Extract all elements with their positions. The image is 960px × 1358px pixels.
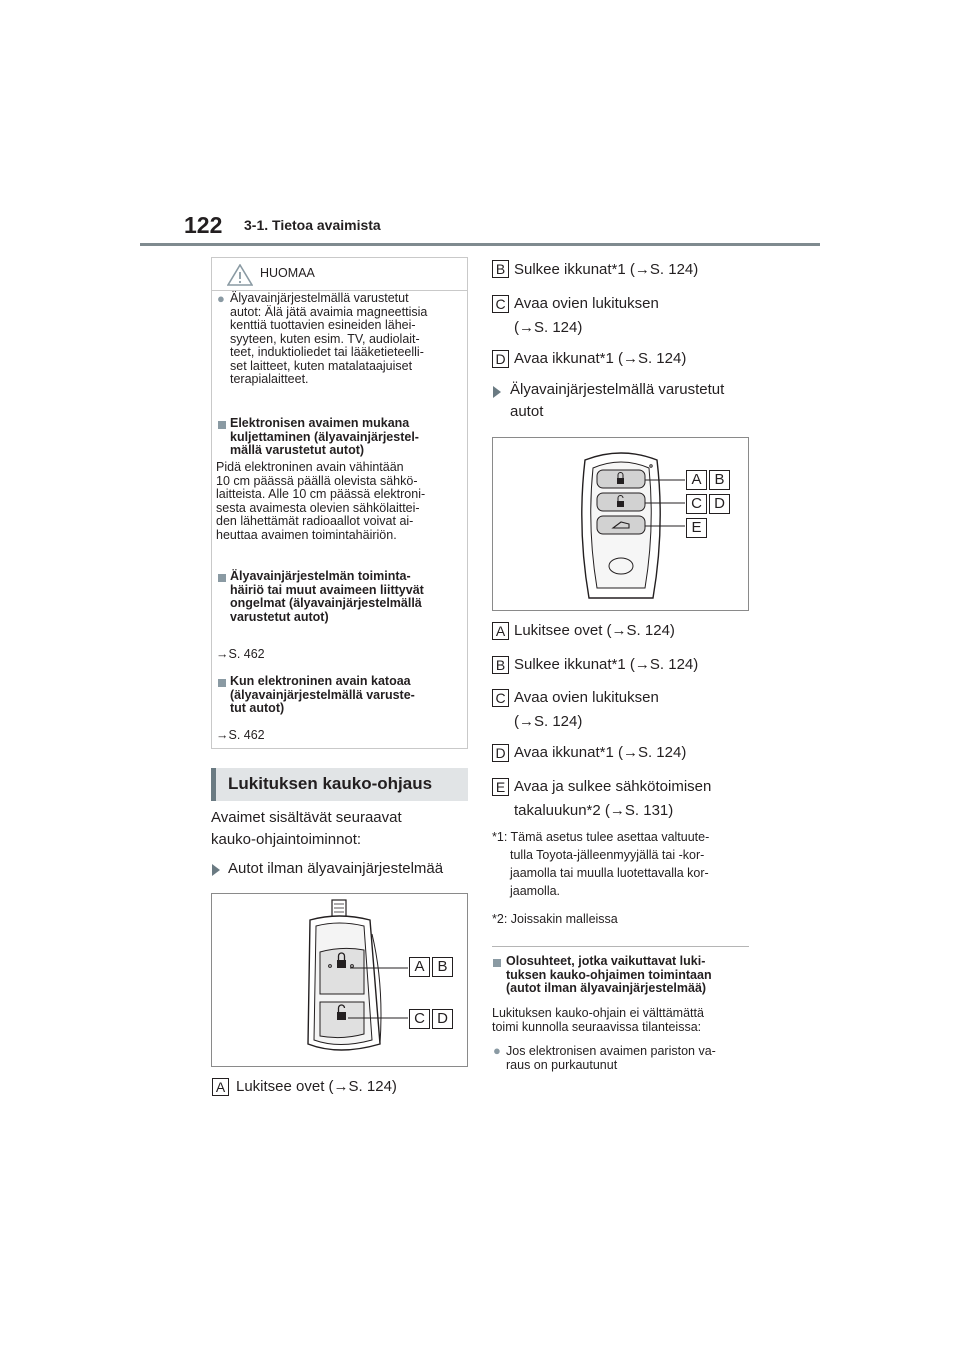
item-label-e: E: [492, 778, 509, 796]
item-label-a: A: [492, 622, 509, 640]
text-line: (→S. 124): [514, 319, 583, 336]
notice-header: [212, 258, 467, 291]
text-line: Kun elektroninen avain katoaa: [230, 674, 411, 688]
text-line: *1: Tämä asetus tulee asettaa valtuute-: [492, 830, 710, 844]
callout-label-b: B: [709, 470, 730, 490]
text-line: Avaa ovien lukituksen: [514, 295, 659, 312]
text-line: 10 cm päässä päällä olevista sähkö-: [216, 473, 418, 488]
text-line: jaamolla.: [510, 884, 561, 898]
warning-icon: [227, 264, 253, 286]
text-line: jaamolla tai muulla luotettavalla kor-: [510, 866, 709, 880]
square-bullet-icon: [218, 679, 226, 687]
smart-key-figure: [492, 437, 749, 611]
conditions-heading: [506, 955, 712, 996]
notice-heading: [230, 417, 419, 458]
item-label-c: C: [492, 295, 509, 313]
notice-box: [211, 257, 468, 749]
notice-paragraph: [216, 461, 425, 542]
item-label-d: D: [492, 350, 509, 368]
text-line: kauko-ohjaintoiminnot:: [211, 831, 362, 848]
unlock-icon: [617, 501, 624, 507]
section-heading-bar: [211, 768, 468, 801]
flip-key-illustration: [212, 894, 467, 1066]
text-line: häiriö tai muut avaimeen liittyvät: [230, 582, 424, 597]
item-text-c: [514, 688, 659, 732]
notice-heading: [230, 675, 415, 716]
conditions-bullet: [506, 1045, 716, 1072]
text-line: (→S. 124): [514, 713, 583, 730]
item-text-a: Lukitsee ovet (→S. 124): [236, 1078, 397, 1095]
flip-key-figure: [211, 893, 468, 1067]
triangle-bullet-icon: [493, 386, 501, 398]
square-bullet-icon: [218, 421, 226, 429]
callout-label-b: B: [432, 957, 453, 977]
text-line: Pidä elektroninen avain vähintään: [216, 460, 404, 474]
text-line: laitteista. Alle 10 cm päässä elektroni-: [216, 487, 426, 501]
page-number: 122: [184, 212, 223, 238]
section-title: Lukituksen kauko-ohjaus: [228, 774, 433, 793]
text-line: Olosuhteet, jotka vaikuttavat luki-: [506, 954, 706, 968]
item-label-a: A: [212, 1078, 229, 1096]
item-text-a: Lukitsee ovet (→S. 124): [514, 622, 675, 639]
conditions-paragraph: [492, 1007, 704, 1034]
text-line: set laitteet, kuten matalataajuiset: [230, 358, 413, 373]
item-text-b: Sulkee ikkunat*1 (→S. 124): [514, 656, 699, 673]
item-text-b: Sulkee ikkunat*1 (→S. 124): [514, 261, 699, 278]
text-line: Älyavainjärjestelmällä varustetut: [230, 291, 409, 305]
smart-key-illustration: [493, 438, 748, 610]
text-line: kuljettaminen (älyavainjärjestel-: [230, 429, 419, 444]
text-line: (autot ilman älyavainjärjestelmää): [506, 981, 707, 995]
text-line: varustetut autot): [230, 609, 329, 624]
callout-label-a: A: [686, 470, 707, 490]
text-line: syyteen, kuten esim. TV, audiolait-: [230, 331, 420, 346]
divider: [492, 946, 749, 947]
triangle-bullet-icon: [212, 864, 220, 876]
item-text-d: Avaa ikkunat*1 (→S. 124): [514, 744, 687, 761]
callout-label-c: C: [686, 494, 707, 514]
text-line: kenttiä tuottavien esineiden lähei-: [230, 318, 416, 332]
text-line: tut autot): [230, 701, 285, 715]
text-line: Avaa ja sulkee sähkötoimisen: [514, 778, 712, 795]
callout-label-d: D: [432, 1009, 453, 1029]
square-bullet-icon: [218, 574, 226, 582]
text-line: (älyavainjärjestelmällä varuste-: [230, 687, 415, 702]
item-text-c: [514, 294, 659, 338]
text-line: Avaimet sisältävät seuraavat: [211, 809, 402, 826]
text-line: den lähettämät radioaallot voivat ai-: [216, 514, 414, 528]
text-line: toimi kunnolla seuraavissa tilanteissa:: [492, 1019, 702, 1034]
text-line: heuttaa avaimen toimintahäiriön.: [216, 527, 397, 542]
lock-icon: [617, 478, 624, 484]
bullet-icon: ●: [493, 1043, 501, 1058]
callout-label-c: C: [409, 1009, 430, 1029]
page-reference: →S. 462: [216, 728, 265, 742]
footnote-1: [492, 828, 709, 900]
item-label-b: B: [492, 260, 509, 278]
text-line: Lukituksen kauko-ohjain ei välttämättä: [492, 1006, 704, 1020]
intro-text: [211, 808, 402, 850]
text-line: mällä varustetut autot): [230, 443, 365, 457]
unlock-icon: [337, 1012, 346, 1020]
text-line: terapialaitteet.: [230, 372, 309, 386]
item-text-e: [514, 777, 711, 821]
lock-icon: [337, 960, 346, 968]
subheading-smart-key: [510, 380, 724, 422]
text-line: autot: [510, 403, 544, 420]
footnote-2: *2: Joissakin malleissa: [492, 912, 618, 926]
chapter-title: 3-1. Tietoa avaimista: [244, 217, 381, 233]
text-line: tulla Toyota-jälleenmyyjällä tai -kor-: [510, 848, 705, 862]
text-line: Älyavainjärjestelmällä varustetut: [510, 381, 725, 398]
text-line: Avaa ovien lukituksen: [514, 689, 659, 706]
text-line: Älyavainjärjestelmän toiminta-: [230, 569, 411, 583]
square-bullet-icon: [493, 959, 501, 967]
notice-heading: [230, 570, 424, 624]
item-label-d: D: [492, 744, 509, 762]
item-label-b: B: [492, 656, 509, 674]
text-line: sesta avaimesta olevien sähkölaittei-: [216, 500, 420, 515]
text-line: Jos elektronisen avaimen pariston va-: [506, 1044, 716, 1058]
header-rule: [140, 243, 820, 246]
text-line: tuksen kauko-ohjaimen toimintaan: [506, 967, 712, 982]
text-line: takaluukun*2 (→S. 131): [514, 802, 674, 819]
callout-label-d: D: [709, 494, 730, 514]
callout-label-a: A: [409, 957, 430, 977]
callout-label-e: E: [686, 518, 707, 538]
page-reference: →S. 462: [216, 647, 265, 661]
item-label-c: C: [492, 689, 509, 707]
bullet-icon: ●: [217, 291, 225, 306]
notice-title: HUOMAA: [260, 266, 315, 280]
text-line: teet, induktioliedet tai lääketieteelli-: [230, 345, 424, 359]
text-line: ongelmat (älyavainjärjestelmällä: [230, 596, 422, 610]
notice-bullet-text: [230, 292, 427, 387]
subheading-no-smart-key: Autot ilman älyavainjärjestelmää: [228, 860, 444, 877]
text-line: raus on purkautunut: [506, 1057, 618, 1072]
text-line: Elektronisen avaimen mukana: [230, 416, 410, 430]
text-line: autot: Älä jätä avaimia magneettisia: [230, 304, 428, 319]
item-text-d: Avaa ikkunat*1 (→S. 124): [514, 350, 687, 367]
